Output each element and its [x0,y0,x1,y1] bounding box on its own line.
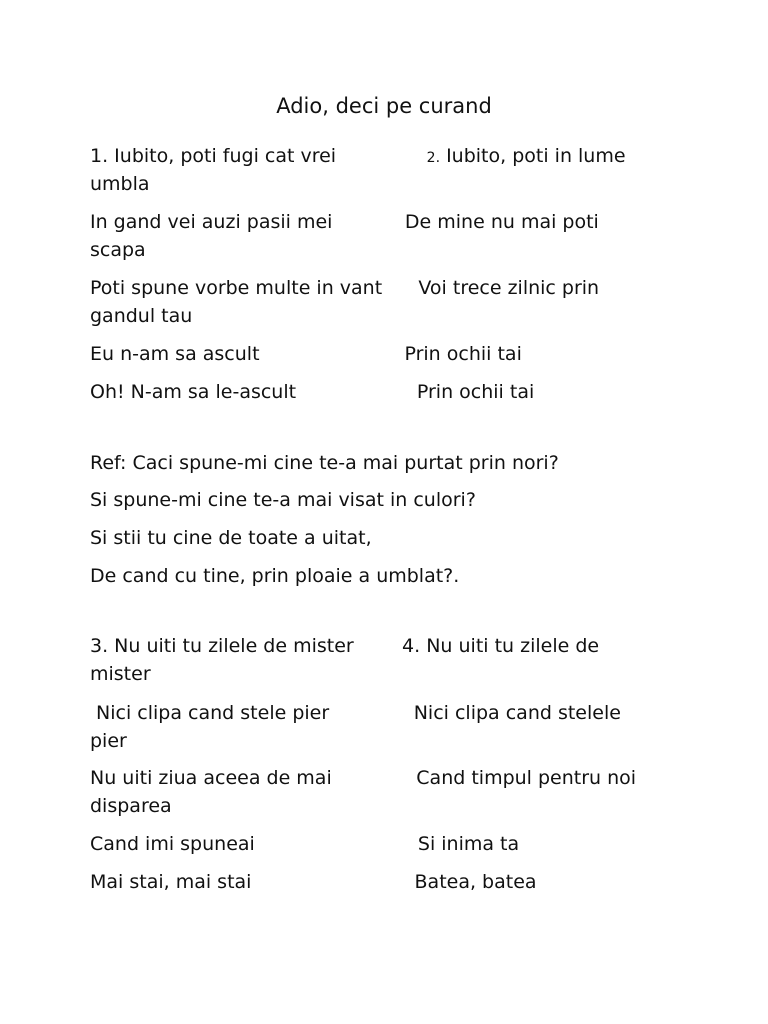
refrain-line-1: Ref: Caci spune-mi cine te-a mai purtat prin nori? [90,452,559,474]
verse-number-1: 1. [90,145,109,167]
verse-line-2: In gand vei auzi pasii mei De mine nu mai poti [90,211,599,233]
verse34-line-1-wrap: mister [90,663,151,685]
verse34-line-1: 3. Nu uiti tu zilele de mister 4. Nu uiti tu zilele de [90,635,600,657]
verse34-line-2: Nici clipa cand stele pier Nici clipa cand stelele [90,702,621,724]
refrain-line-2: Si spune-mi cine te-a mai visat in culori? [90,489,476,511]
verse34-line-3-wrap: disparea [90,795,172,817]
verse-line-2-wrap: scapa [90,239,146,261]
verse34-line-3: Nu uiti ziua aceea de mai Cand timpul pentru noi [90,767,637,789]
verse-line-5: Oh! N-am sa le-ascult Prin ochii tai [90,381,535,403]
verse-line-1-right: Iubito, poti in lume [440,145,626,167]
verse-line-1-wrap: umbla [90,173,150,195]
page-title: Adio, deci pe curand [276,94,492,118]
verse-number-2: 2. [426,150,441,166]
verse34-line-5: Mai stai, mai stai Batea, batea [90,871,537,893]
verse-line-1-left: Iubito, poti fugi cat vrei [108,145,427,167]
verse-line-3: Poti spune vorbe multe in vant Voi trece zilnic prin [90,277,600,299]
verse-line-3-wrap: gandul tau [90,305,193,327]
refrain-line-3: Si stii tu cine de toate a uitat, [90,527,372,549]
refrain-line-4: De cand cu tine, prin ploaie a umblat?. [90,565,460,587]
verse34-line-2-wrap: pier [90,730,127,752]
verse-line-4: Eu n-am sa ascult Prin ochii tai [90,343,522,365]
verse34-line-4: Cand imi spuneai Si inima ta [90,833,520,855]
verse-line-1 [90,142,680,172]
